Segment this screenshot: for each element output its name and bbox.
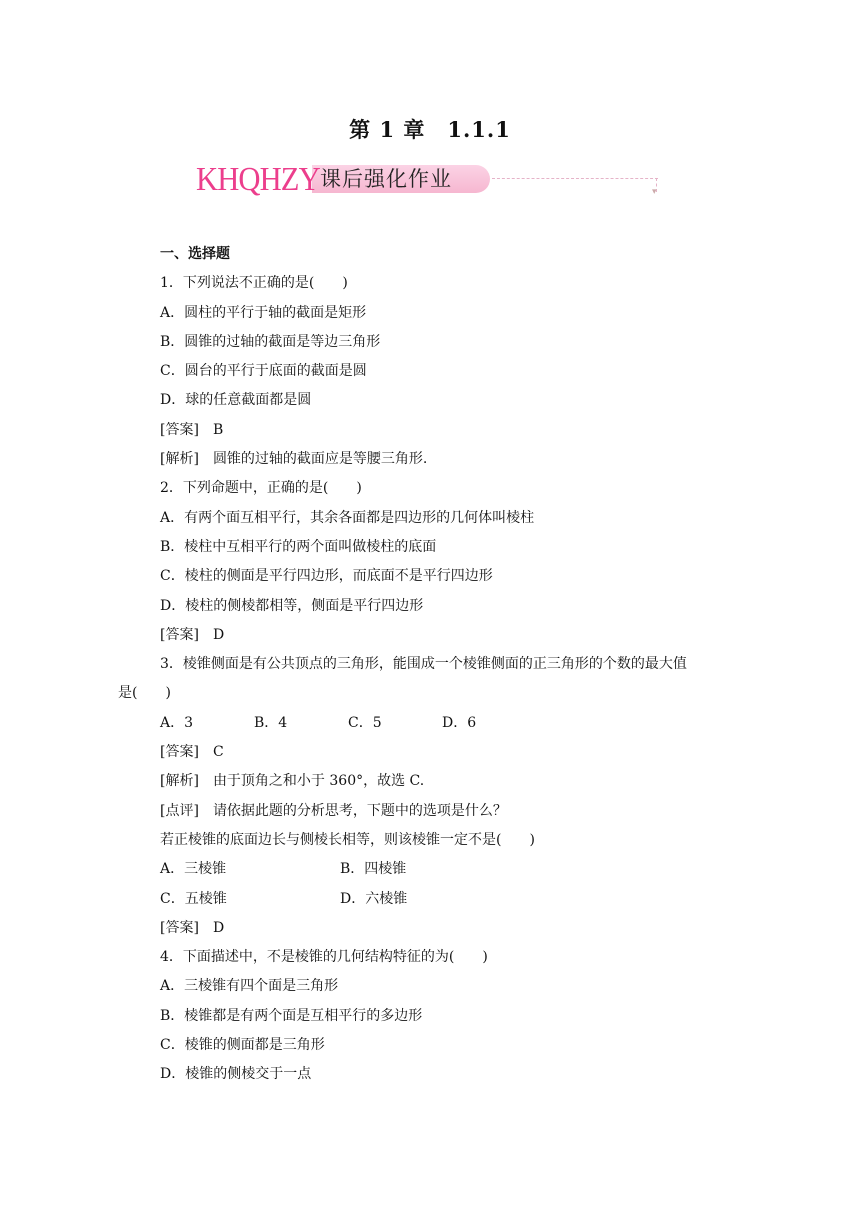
followup-options-row-2 xyxy=(118,885,738,914)
question-1-answer xyxy=(118,416,738,445)
question-1-option-b: B．圆锥的过轴的截面是等边三角形 xyxy=(160,333,381,350)
question-2-answer xyxy=(118,621,738,650)
question-4-stem: 4．下面描述中，不是棱锥的几何结构特征的为( ) xyxy=(160,949,488,966)
question-3-option-a: A．3 xyxy=(160,714,194,731)
answer-label: [答案] xyxy=(160,626,199,643)
question-4-option-d: D．棱锥的侧棱交于一点 xyxy=(160,1066,312,1083)
banner-dashed-line xyxy=(492,178,658,179)
question-3-stem-line2: 是( ) xyxy=(118,685,171,702)
question-1-option-a: A．圆柱的平行于轴的截面是矩形 xyxy=(160,304,367,321)
question-3-answer xyxy=(118,738,738,767)
answer-value: D xyxy=(212,919,225,936)
question-3-option-b: B．4 xyxy=(254,714,288,731)
question-2-option-b: B．棱柱中互相平行的两个面叫做棱柱的底面 xyxy=(160,538,437,555)
question-3-options xyxy=(118,709,738,738)
answer-label: [答案] xyxy=(160,744,199,761)
page-title: 第 1 章 1.1.1 xyxy=(349,117,511,142)
question-3-analysis xyxy=(118,767,738,796)
analysis-label: [解析] xyxy=(160,451,199,468)
comment-text: 请依据此题的分析思考，下题中的选项是什么？ xyxy=(212,802,507,819)
question-4-option-a: A．三棱锥有四个面是三角形 xyxy=(160,978,339,995)
question-1-stem: 1．下列说法不正确的是( ) xyxy=(160,275,348,292)
followup-answer xyxy=(118,914,738,943)
banner-arrow-icon: ▾ xyxy=(652,187,657,197)
section-heading: 一、选择题 xyxy=(160,246,230,262)
answer-value: B xyxy=(212,421,224,438)
question-3-option-c: C．5 xyxy=(348,714,382,731)
question-2-option-a: A．有两个面互相平行，其余各面都是四边形的几何体叫棱柱 xyxy=(160,509,535,526)
analysis-text: 圆锥的过轴的截面应是等腰三角形. xyxy=(212,451,428,468)
analysis-text: 由于顶角之和小于 360°，故选 C. xyxy=(212,773,425,790)
analysis-label: [解析] xyxy=(160,773,199,790)
followup-option-a: A．三棱锥 xyxy=(160,861,227,878)
followup-options-row-1 xyxy=(118,855,738,884)
followup-option-c: C．五棱锥 xyxy=(160,890,227,907)
followup-option-d: D．六棱锥 xyxy=(340,890,408,907)
answer-label: [答案] xyxy=(160,421,199,438)
answer-label: [答案] xyxy=(160,919,199,936)
question-4-option-b: B．棱锥都是有两个面是互相平行的多边形 xyxy=(160,1007,423,1024)
homework-banner xyxy=(196,160,676,200)
question-1-analysis xyxy=(118,445,738,474)
question-1-option-c: C．圆台的平行于底面的截面是圆 xyxy=(160,363,367,380)
question-2-option-d: D．棱柱的侧棱都相等，侧面是平行四边形 xyxy=(160,597,424,614)
followup-option-b: B．四棱锥 xyxy=(340,861,407,878)
document-body xyxy=(118,240,738,1090)
question-3-option-d: D．6 xyxy=(442,714,477,731)
banner-title: 课后强化作业 xyxy=(320,167,452,191)
answer-value: C xyxy=(212,744,224,761)
answer-value: D xyxy=(212,626,225,643)
question-3-stem-line1: 3．棱锥侧面是有公共顶点的三角形，能围成一个棱锥侧面的正三角形的个数的最大值 xyxy=(160,656,687,673)
banner-logo: KHQHZY xyxy=(196,161,320,198)
question-2-option-c: C．棱柱的侧面是平行四边形，而底面不是平行四边形 xyxy=(160,568,493,585)
question-2-stem: 2．下列命题中，正确的是( ) xyxy=(160,480,362,497)
question-1-option-d: D．球的任意截面都是圆 xyxy=(160,392,312,409)
question-3-comment xyxy=(118,797,738,826)
followup-question-stem: 若正棱锥的底面边长与侧棱长相等，则该棱锥一定不是( ) xyxy=(160,831,535,848)
question-4-option-c: C．棱锥的侧面都是三角形 xyxy=(160,1037,325,1054)
comment-label: [点评] xyxy=(160,802,199,819)
